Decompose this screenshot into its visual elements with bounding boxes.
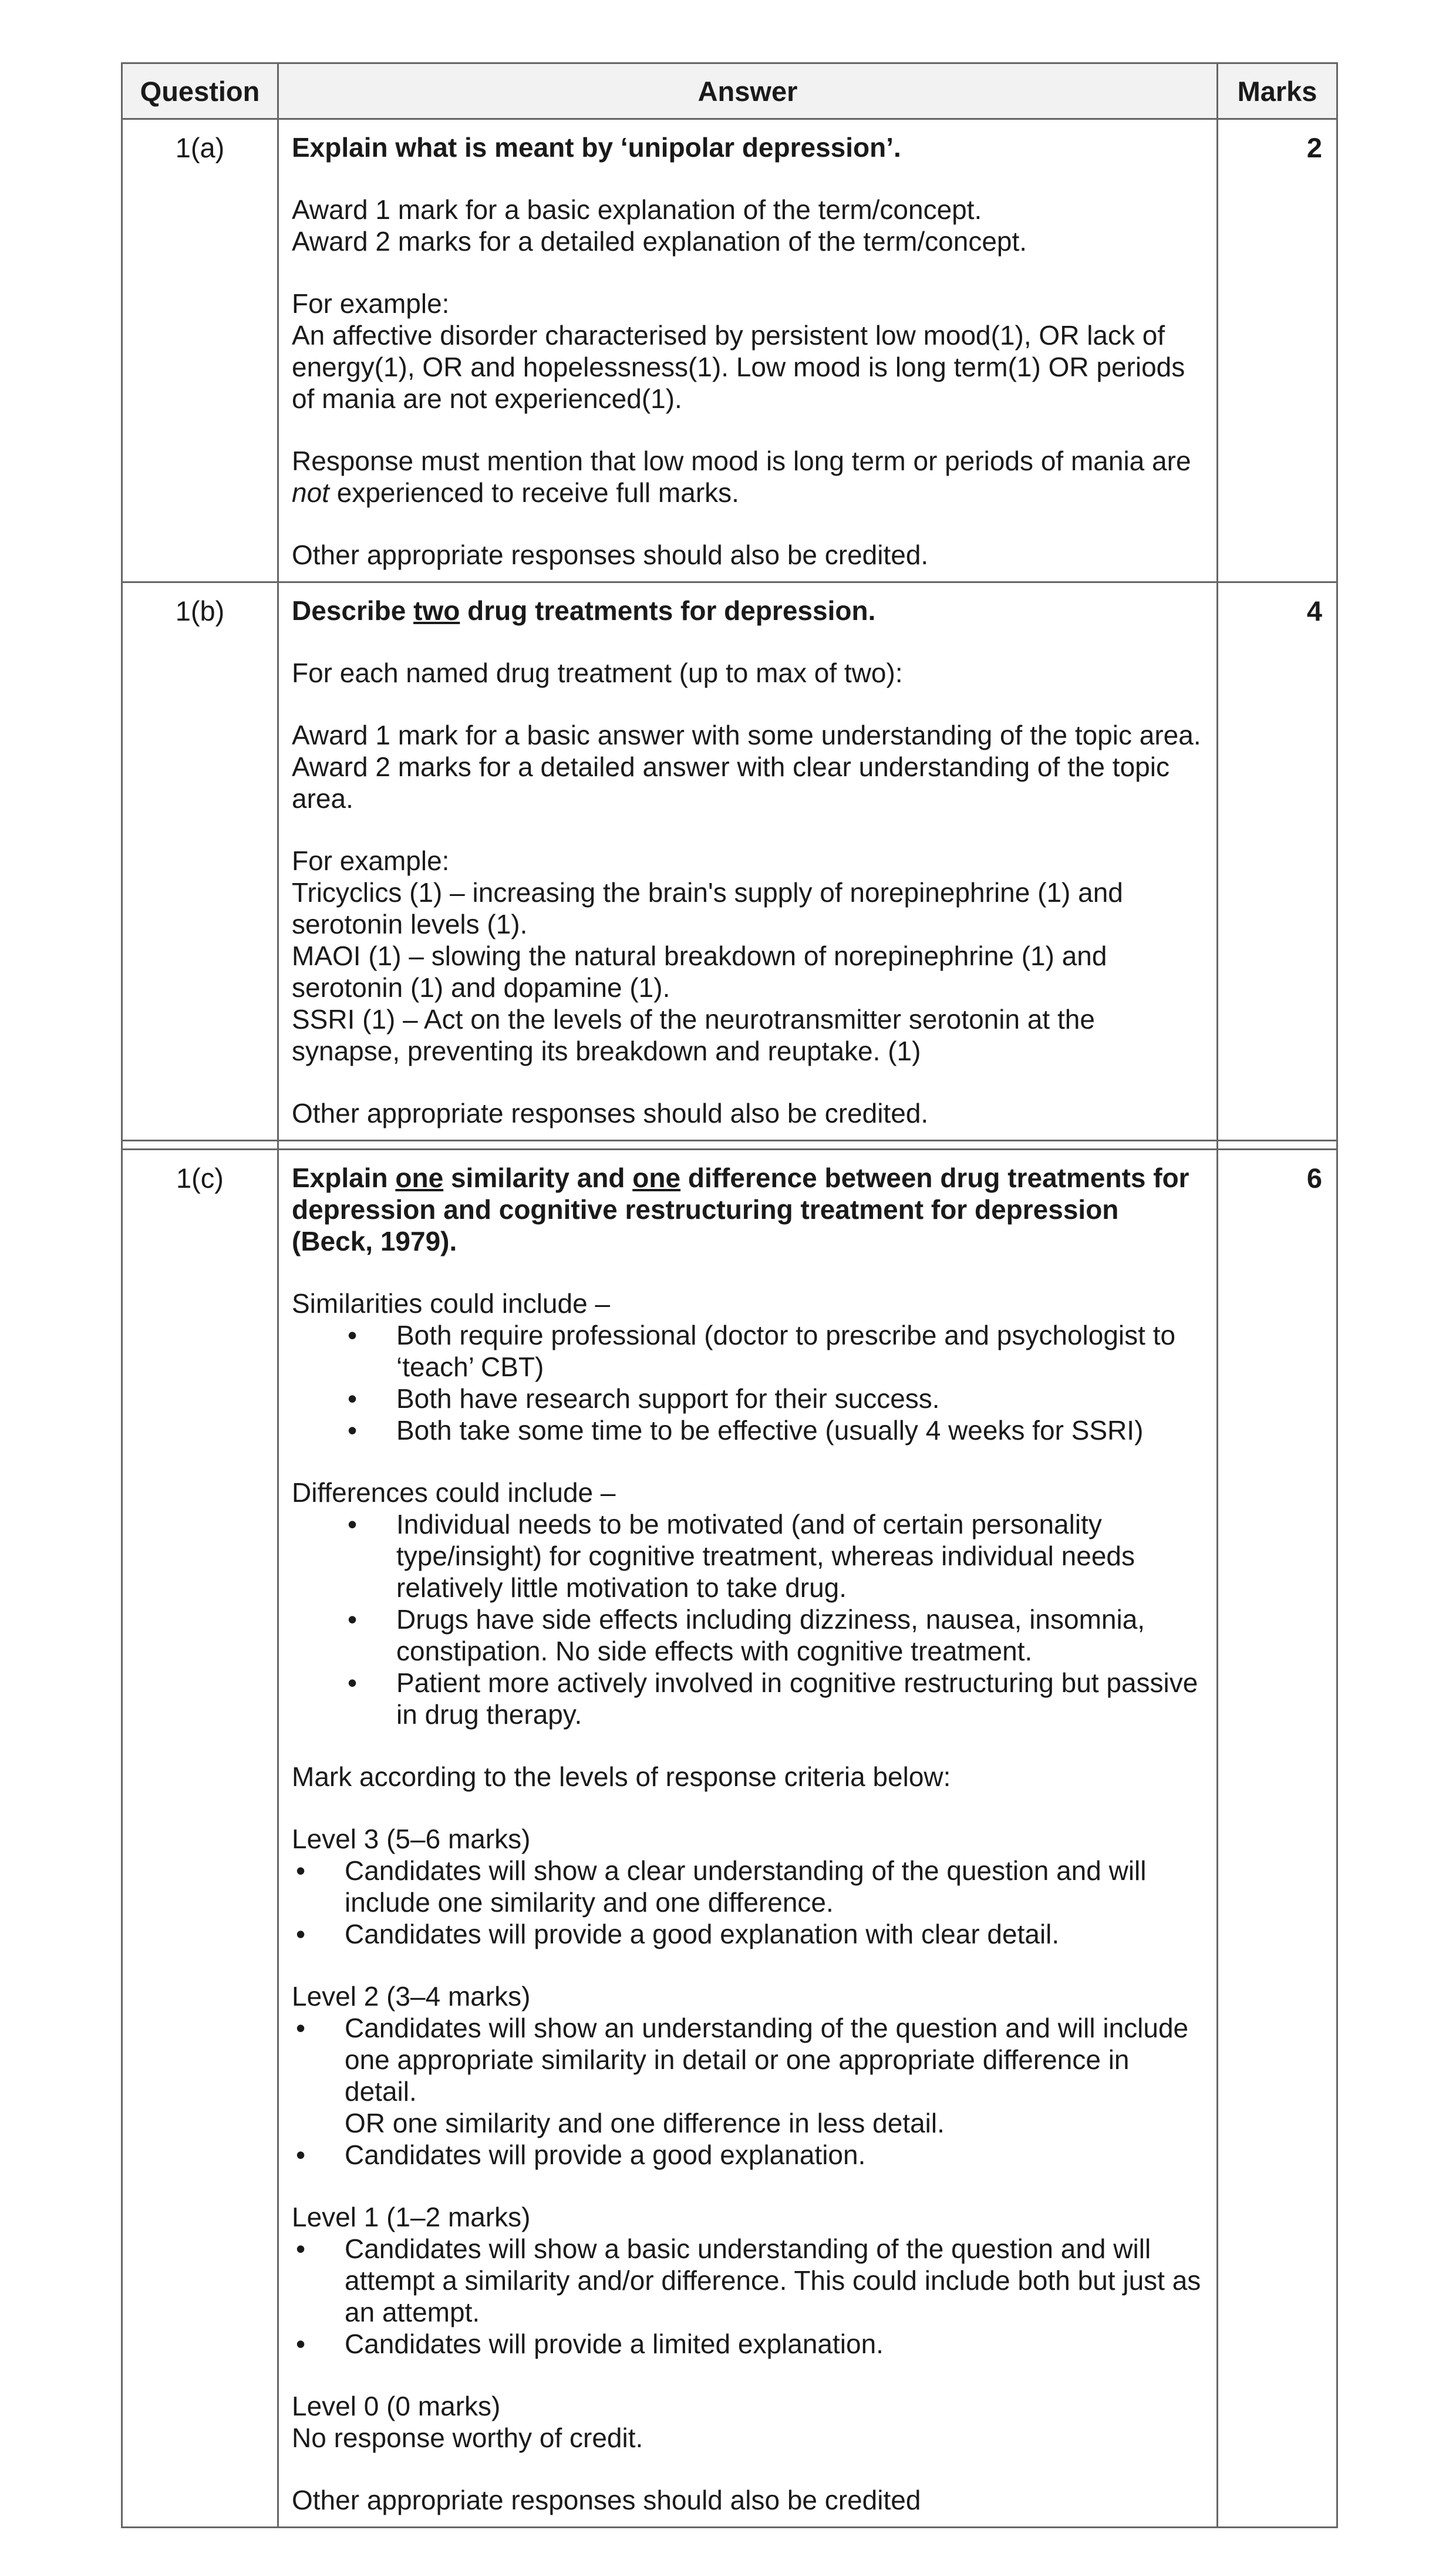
list-item <box>292 1414 1202 1446</box>
example-ssri: SSRI (1) – Act on the levels of the neurotransmitter serotonin at the synapse, preventing its breakdown and reuptake. (1) <box>292 1004 1095 1066</box>
divider-cell <box>122 1141 278 1150</box>
note-text-start: Response must mention that low mood is long term or periods of mania are <box>292 446 1191 476</box>
bullet-icon: • <box>347 1604 358 1635</box>
row-divider <box>122 1141 1337 1150</box>
prompt-1b <box>292 595 1202 626</box>
example-text-1a: An affective disorder characterised by persistent low mood(1), OR lack of energy(1), OR and hopelessness(1). Low mood is long term(1) OR periods of mania are not experienced(1). <box>292 320 1185 414</box>
answer-1b <box>278 582 1218 1141</box>
list-item <box>292 1383 1202 1414</box>
similarity-text: Both require professional (doctor to prescribe and psychologist to ‘teach’ CBT) <box>396 1320 1176 1382</box>
full-marks-note-1a <box>292 445 1202 508</box>
bullet-icon: • <box>295 2013 306 2043</box>
list-item <box>292 2328 1202 2360</box>
prompt-underlined-1: one <box>395 1163 444 1193</box>
bullet-icon: • <box>295 2233 306 2264</box>
difference-text: Individual needs to be motivated (and of certain personality type/insight) for cognitive treatment, whereas individual needs relatively little motivation to take drug. <box>396 1509 1135 1603</box>
bullet-icon: • <box>347 1667 358 1698</box>
similarities-list <box>292 1319 1202 1446</box>
award-1-mark-1b: Award 1 mark for a basic answer with some understanding of the topic area. <box>292 720 1201 750</box>
criterion-text: Candidates will provide a good explanation with clear detail. <box>345 1919 1060 1949</box>
level-1-title: Level 1 (1–2 marks) <box>292 2202 531 2232</box>
level-2-title: Level 2 (3–4 marks) <box>292 1981 531 2012</box>
bullet-icon: • <box>347 1383 358 1414</box>
prompt-text-start: Describe <box>292 595 406 626</box>
bullet-icon: • <box>347 1320 358 1350</box>
prompt-underlined-2: one <box>632 1163 681 1193</box>
bullet-icon: • <box>295 2140 306 2170</box>
mark-scheme-table <box>121 62 1338 2528</box>
list-item <box>292 1667 1202 1730</box>
question-number-1a: 1(a) <box>122 119 278 582</box>
prompt-text-2: similarity and <box>450 1163 625 1193</box>
differences-list <box>292 1508 1202 1730</box>
question-number-1b: 1(b) <box>122 582 278 1141</box>
similarities-label: Similarities could include – <box>292 1288 611 1319</box>
level-0-text: No response worthy of credit. <box>292 2423 643 2453</box>
example-label-1a: For example: <box>292 288 450 319</box>
prompt-1a: Explain what is meant by ‘unipolar depression’. <box>292 132 901 163</box>
example-label-1b: For example: <box>292 845 450 876</box>
award-1-mark-1a: Award 1 mark for a basic explanation of the term/concept. <box>292 194 982 225</box>
bullet-icon: • <box>295 1919 306 1949</box>
example-tricyclics: Tricyclics (1) – increasing the brain's supply of norepinephrine (1) and serotonin levels (1). <box>292 877 1123 939</box>
marks-1c: 6 <box>1218 1150 1337 2528</box>
instruction-1b: For each named drug treatment (up to max of two): <box>292 658 903 688</box>
marks-1a: 2 <box>1218 119 1337 582</box>
similarity-text: Both have research support for their success. <box>396 1383 940 1414</box>
other-responses-1a: Other appropriate responses should also be credited. <box>292 540 929 570</box>
criterion-text: Candidates will provide a limited explanation. <box>345 2329 884 2359</box>
row-1c <box>122 1150 1337 2528</box>
table-header-row <box>122 63 1337 119</box>
difference-text: Drugs have side effects including dizziness, nausea, insomnia, constipation. No side effects with cognitive treatment. <box>396 1604 1145 1666</box>
list-item <box>292 2233 1202 2328</box>
marks-1b: 4 <box>1218 582 1337 1141</box>
header-question: Question <box>122 63 278 119</box>
note-text-end: experienced to receive full marks. <box>336 477 739 508</box>
note-emphasis: not <box>292 477 329 508</box>
list-item <box>292 1319 1202 1383</box>
level-2-criteria <box>292 2012 1202 2171</box>
award-2-marks-1b: Award 2 marks for a detailed answer with clear understanding of the topic area. <box>292 752 1169 814</box>
difference-text: Patient more actively involved in cognitive restructuring but passive in drug therapy. <box>396 1667 1198 1730</box>
levels-intro: Mark according to the levels of response criteria below: <box>292 1761 951 1792</box>
list-item <box>292 1508 1202 1603</box>
differences-label: Differences could include – <box>292 1477 616 1508</box>
other-responses-1c: Other appropriate responses should also be credited <box>292 2485 921 2515</box>
prompt-underlined-word: two <box>413 595 460 626</box>
divider-cell <box>278 1141 1218 1150</box>
header-answer: Answer <box>278 63 1218 119</box>
example-maoi: MAOI (1) – slowing the natural breakdown of norepinephrine (1) and serotonin (1) and dopamine (1). <box>292 941 1107 1003</box>
list-item <box>292 2139 1202 2171</box>
list-item <box>292 1918 1202 1950</box>
bullet-icon: • <box>295 2329 306 2359</box>
prompt-text-end: drug treatments for depression. <box>467 595 876 626</box>
list-item <box>292 2012 1202 2139</box>
row-1a <box>122 119 1337 582</box>
header-marks: Marks <box>1218 63 1337 119</box>
prompt-text-3: difference between drug treatments for depression and cognitive restructuring treatment for depression (Beck, 1979). <box>292 1163 1189 1256</box>
criterion-text: Candidates will show a basic understanding of the question and will attempt a similarity and/or difference. This could include both but just as an attempt. <box>345 2233 1201 2327</box>
level-3-criteria <box>292 1855 1202 1950</box>
question-number-1c: 1(c) <box>122 1150 278 2528</box>
criterion-text: Candidates will show an understanding of the question and will include one appropriate similarity in detail or one appropriate difference in detail. <box>345 2013 1189 2107</box>
other-responses-1b: Other appropriate responses should also be credited. <box>292 1098 929 1128</box>
criterion-text: Candidates will provide a good explanation. <box>345 2140 866 2170</box>
criterion-alternative: OR one similarity and one difference in less detail. <box>345 2108 945 2138</box>
criterion-text: Candidates will show a clear understanding of the question and will include one similarity and one difference. <box>345 1855 1147 1918</box>
level-1-criteria <box>292 2233 1202 2360</box>
bullet-icon: • <box>347 1509 358 1539</box>
level-3-title: Level 3 (5–6 marks) <box>292 1824 531 1854</box>
similarity-text: Both take some time to be effective (usually 4 weeks for SSRI) <box>396 1415 1144 1446</box>
row-1b <box>122 582 1337 1141</box>
divider-cell <box>1218 1141 1337 1150</box>
answer-1c <box>278 1150 1218 2528</box>
bullet-icon: • <box>295 1855 306 1886</box>
prompt-1c <box>292 1162 1202 1257</box>
list-item <box>292 1855 1202 1918</box>
level-0-title: Level 0 (0 marks) <box>292 2391 501 2421</box>
answer-1a <box>278 119 1218 582</box>
list-item <box>292 1603 1202 1667</box>
prompt-text-1: Explain <box>292 1163 388 1193</box>
award-2-marks-1a: Award 2 marks for a detailed explanation of the term/concept. <box>292 226 1027 257</box>
bullet-icon: • <box>347 1415 358 1446</box>
